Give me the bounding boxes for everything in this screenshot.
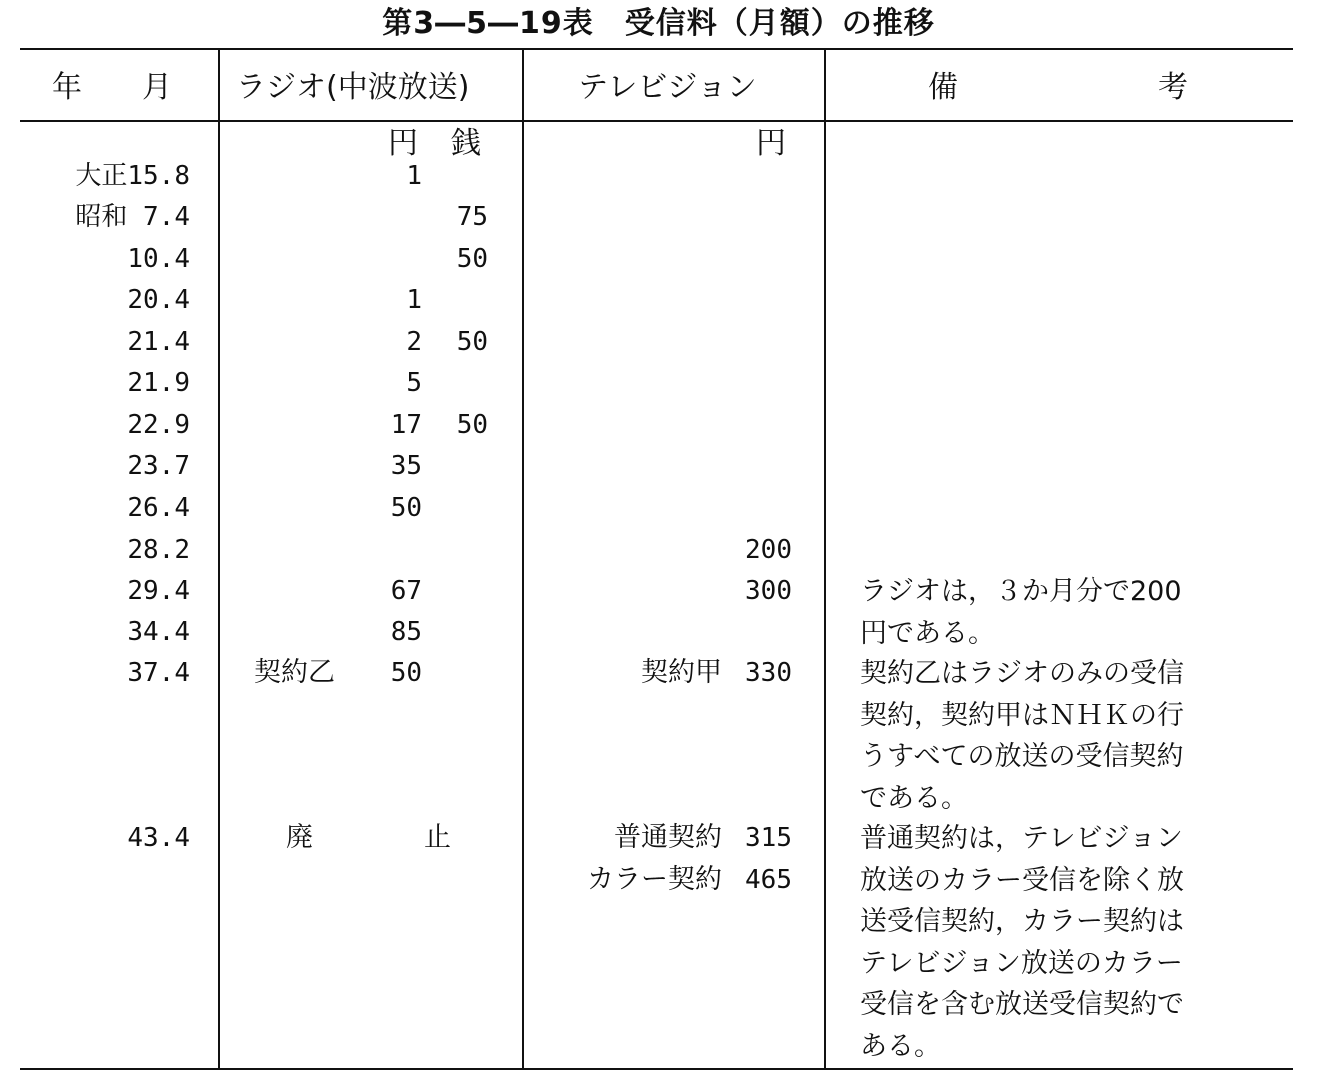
radio-sen: 50 <box>456 327 488 357</box>
tv-fee: 200 <box>745 535 792 565</box>
radio-yen: 50 <box>390 658 422 688</box>
row-date: 20.4 <box>127 285 190 315</box>
row-date: 28.2 <box>127 535 190 565</box>
row-date: 26.4 <box>127 493 190 523</box>
row-date: 10.4 <box>127 244 190 274</box>
top-rule <box>20 48 1293 50</box>
row-date: 21.9 <box>127 368 190 398</box>
unit-yen: 円 <box>388 126 418 161</box>
radio-abolished: 廃 <box>286 822 313 853</box>
header-radio: ラジオ(中波放送) <box>236 70 470 105</box>
remark: 普通契約は，テレビジョン 放送のカラー受信を除く放 送受信契約，カラー契約は テレビジョン放送のカラー 受信を含む放送受信契約で ある。 <box>860 823 1184 1062</box>
unit-sen: 銭 <box>451 126 481 161</box>
remark: ラジオは，３か月分で200 円である。 <box>860 576 1182 649</box>
tv-contract-label: カラー契約 <box>587 864 722 895</box>
radio-yen: 50 <box>390 493 422 523</box>
header-rule <box>20 120 1293 122</box>
row-date: 37.4 <box>127 658 190 688</box>
radio-yen: 1 <box>406 285 422 315</box>
unit-tv-yen: 円 <box>756 126 786 161</box>
radio-yen: 1 <box>406 161 422 191</box>
row-date: 23.7 <box>127 451 190 481</box>
radio-yen: 5 <box>406 368 422 398</box>
remark: 契約乙はラジオのみの受信 契約，契約甲はＮＨＫの行 うすべての放送の受信契約 である。 <box>860 658 1184 814</box>
row-date: 昭和 7.4 <box>75 202 190 232</box>
bottom-rule <box>20 1068 1293 1070</box>
radio-sen: 75 <box>456 202 488 232</box>
radio-yen: 35 <box>390 451 422 481</box>
header-remarks-right: 考 <box>1158 70 1188 105</box>
radio-contract-label: 契約乙 <box>254 657 335 688</box>
row-date: 21.4 <box>127 327 190 357</box>
row-date: 34.4 <box>127 617 190 647</box>
radio-yen: 17 <box>390 410 422 440</box>
radio-abolished: 止 <box>424 822 451 853</box>
header-remarks-left: 備 <box>928 70 958 105</box>
radio-yen: 67 <box>390 576 422 606</box>
radio-sen: 50 <box>456 410 488 440</box>
radio-yen: 2 <box>406 327 422 357</box>
header-tv: テレビジョン <box>578 70 757 105</box>
row-date: 大正15.8 <box>75 161 190 191</box>
tv-contract-label: 普通契約 <box>614 822 722 853</box>
header-date: 年 月 <box>52 70 172 105</box>
tv-fee: 465 <box>745 865 792 895</box>
col-divider-2 <box>522 50 524 1068</box>
tv-fee: 315 <box>745 823 792 853</box>
radio-sen: 50 <box>456 244 488 274</box>
row-date: 43.4 <box>127 823 190 853</box>
col-divider-1 <box>218 50 220 1068</box>
col-divider-3 <box>824 50 826 1068</box>
tv-contract-label: 契約甲 <box>641 657 722 688</box>
row-date: 22.9 <box>127 410 190 440</box>
table-title: 第3―5―19表 受信料（月額）の推移 <box>382 6 935 41</box>
tv-fee: 300 <box>745 576 792 606</box>
tv-fee: 330 <box>745 658 792 688</box>
row-date: 29.4 <box>127 576 190 606</box>
radio-yen: 85 <box>390 617 422 647</box>
